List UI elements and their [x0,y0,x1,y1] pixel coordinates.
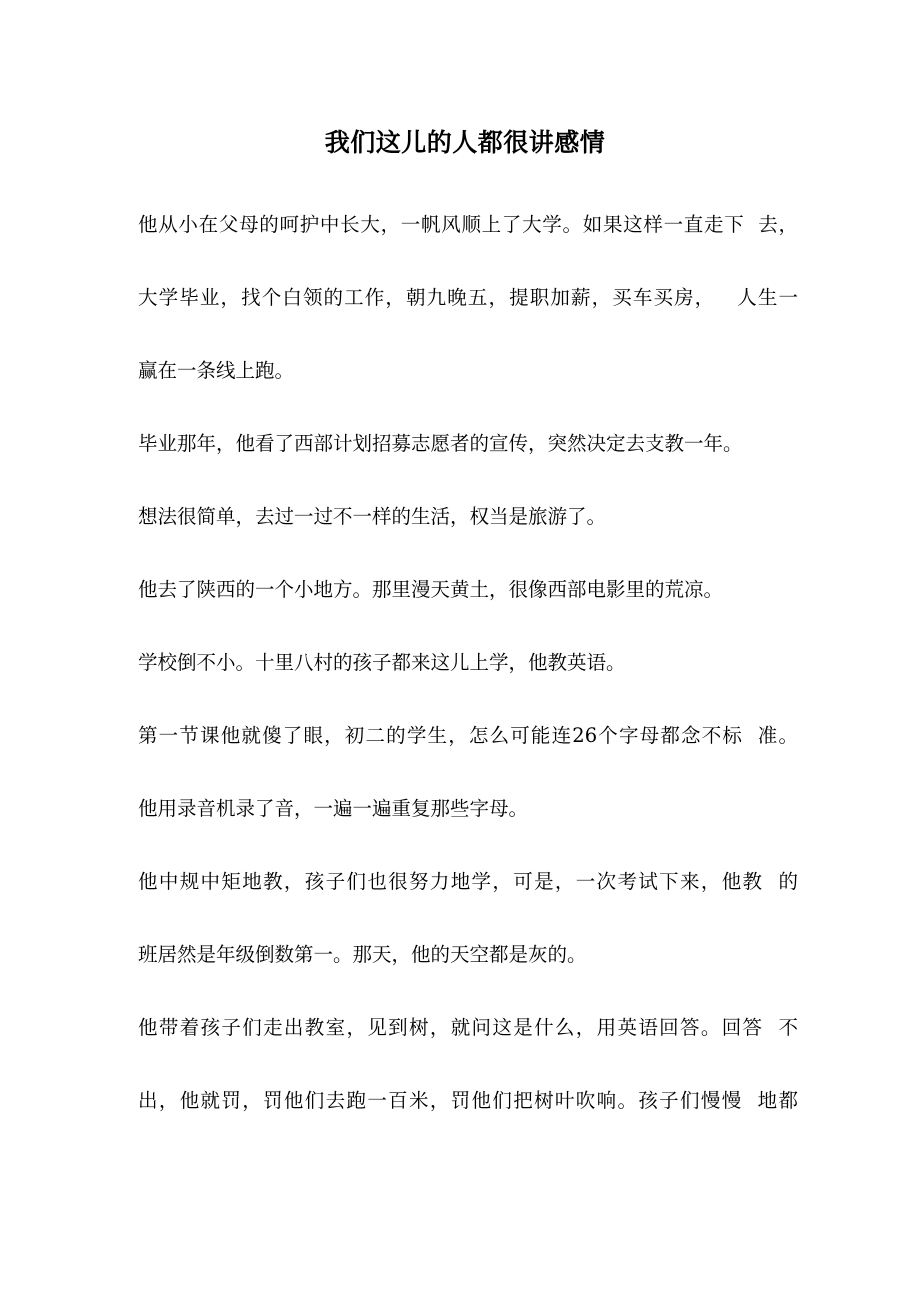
body-line: 学校倒不小。十里八村的孩子都来这儿上学，他教英语。 [138,651,626,674]
body-line: 毕业那年，他看了西部计划招募志愿者的宣传，突然决定去支教一年。 [138,432,743,455]
body-line: 赢在一条线上跑。 [138,359,295,382]
body-line: 出，他就罚，罚他们去跑一百米，罚他们把树叶吹响。孩子们慢慢 地都 [138,1089,798,1112]
body-line: 他去了陕西的一个小地方。那里漫天黄土，很像西部电影里的荒凉。 [138,578,724,601]
body-line: 他从小在父母的呵护中长大，一帆风顺上了大学。如果这样一直走下 去， [138,213,798,236]
body-line: 他带着孩子们走出教室，见到树，就问这是什么，用英语回答。回答 不 [138,1016,798,1039]
document-body [138,208,798,1157]
document-title: 我们这儿的人都很讲感情 [324,128,606,157]
body-line: 想法很简单，去过一过不一样的生活，权当是旅游了。 [138,505,607,528]
body-line: 班居然是年级倒数第一。那天，他的天空都是灰的。 [138,943,587,966]
body-line: 他中规中矩地教，孩子们也很努力地学，可是，一次考试下来，他教 的 [138,870,798,893]
body-line: 第一节课他就傻了眼，初二的学生，怎么可能连26个字母都念不标 准。 [138,724,798,747]
body-line: 他用录音机录了音，一遍一遍重复那些字母。 [138,797,529,820]
body-line: 大学毕业，找个白领的工作，朝九晚五，提职加薪，买车买房， 人生一 [138,286,798,309]
